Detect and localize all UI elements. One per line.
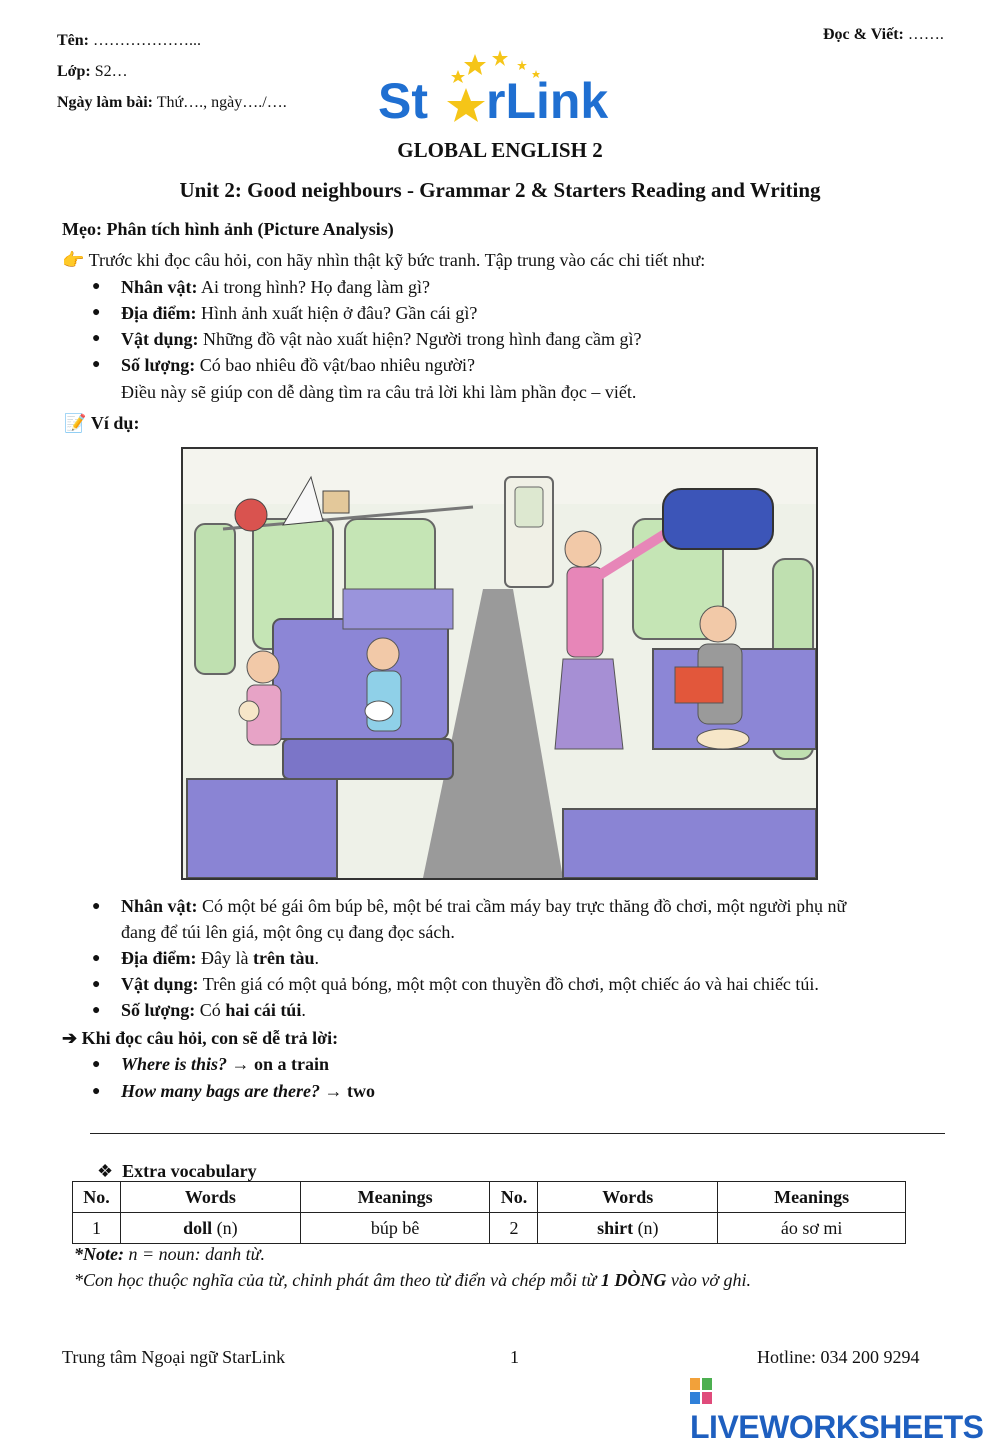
bullet: ● bbox=[92, 357, 101, 372]
page-number: 1 bbox=[510, 1347, 519, 1367]
table-header-row bbox=[73, 1182, 906, 1213]
col-header: Meanings bbox=[300, 1182, 490, 1213]
divider bbox=[90, 1133, 945, 1134]
star-icon bbox=[451, 70, 465, 83]
qa-item: Where is this? → on a train bbox=[121, 1054, 330, 1074]
hotline: Hotline: 034 200 9294 bbox=[757, 1347, 920, 1367]
star-icon bbox=[464, 54, 486, 75]
tip-note: Điều này sẽ giúp con dễ dàng tìm ra câu trả lời khi làm phần đọc – viết. bbox=[121, 382, 637, 402]
cell-no: 2 bbox=[490, 1213, 538, 1244]
pointing-hand-icon: 👉 bbox=[62, 250, 85, 270]
bullet: ● bbox=[92, 951, 101, 966]
col-header: Words bbox=[538, 1182, 718, 1213]
cell-meaning: búp bê bbox=[300, 1213, 490, 1244]
col-header: No. bbox=[73, 1182, 121, 1213]
tip-intro: 👉 Trước khi đọc câu hỏi, con hãy nhìn thật kỹ bức tranh. Tập trung vào các chi tiết như: bbox=[62, 250, 706, 270]
train-illustration bbox=[181, 447, 818, 880]
class-field: Lớp: S2… bbox=[57, 63, 128, 80]
analysis-item: Vật dụng: Trên giá có một quả bóng, một một con thuyền đồ chơi, một chiếc áo và hai chiếc túi. bbox=[121, 974, 819, 994]
conclusion: ➔ Khi đọc câu hỏi, con sẽ dễ trả lời: bbox=[62, 1028, 339, 1048]
analysis-item: Số lượng: Có hai cái túi. bbox=[121, 1000, 306, 1020]
vocab-table bbox=[72, 1181, 906, 1244]
col-header: Words bbox=[120, 1182, 300, 1213]
tip-item: Nhân vật: Ai trong hình? Họ đang làm gì? bbox=[121, 277, 430, 297]
bullet: ● bbox=[92, 331, 101, 346]
unit-title: Unit 2: Good neighbours - Grammar 2 & Starters Reading and Writing bbox=[179, 178, 821, 202]
logo-text-a: St bbox=[378, 73, 428, 128]
tip-item: Địa điểm: Hình ảnh xuất hiện ở đâu? Gần cái gì? bbox=[121, 303, 478, 323]
liveworksheets-logo-icon bbox=[690, 1378, 712, 1404]
skill-field: Đọc & Viết: ……. bbox=[823, 26, 944, 43]
bullet: ● bbox=[92, 899, 101, 914]
cell-word: doll (n) bbox=[120, 1213, 300, 1244]
vocab-heading: ❖ Extra vocabulary bbox=[97, 1161, 257, 1181]
diamond-bullet-icon: ❖ bbox=[97, 1161, 114, 1181]
logo-text-b: rLink bbox=[486, 73, 609, 128]
col-header: Meanings bbox=[718, 1182, 906, 1213]
analysis-item: Địa điểm: Đây là trên tàu. bbox=[121, 948, 319, 968]
name-field: Tên: ………………... bbox=[57, 32, 201, 49]
analysis-item-cont: đang để túi lên giá, một ông cụ đang đọc sách. bbox=[121, 922, 455, 942]
bullet: ● bbox=[92, 1003, 101, 1018]
footer-center-name: Trung tâm Ngoại ngữ StarLink bbox=[62, 1347, 286, 1367]
cell-meaning: áo sơ mi bbox=[718, 1213, 906, 1244]
tip-heading: Mẹo: Phân tích hình ảnh (Picture Analysis) bbox=[62, 219, 394, 239]
cell-no: 1 bbox=[73, 1213, 121, 1244]
example-label: 📝 Ví dụ: bbox=[64, 413, 140, 433]
tip-item: Vật dụng: Những đồ vật nào xuất hiện? Người trong hình đang cầm gì? bbox=[121, 329, 642, 349]
cell-word: shirt (n) bbox=[538, 1213, 718, 1244]
analysis-item: Nhân vật: Có một bé gái ôm búp bê, một bé trai cầm máy bay trực thăng đồ chơi, một người phụ nữ bbox=[121, 896, 847, 916]
bullet: ● bbox=[92, 279, 101, 294]
date-field: Ngày làm bài: Thứ…., ngày…./…. bbox=[57, 94, 287, 111]
bullet: ● bbox=[92, 1084, 101, 1099]
memo-icon: 📝 bbox=[64, 413, 87, 433]
logo-star-icon bbox=[447, 88, 485, 122]
bullet: ● bbox=[92, 977, 101, 992]
starlink-logo bbox=[376, 48, 626, 128]
col-header: No. bbox=[490, 1182, 538, 1213]
liveworksheets-watermark: LIVEWORKSHEETS bbox=[690, 1372, 1000, 1446]
bullet: ● bbox=[92, 1057, 101, 1072]
vocab-instruction: *Con học thuộc nghĩa của từ, chỉnh phát âm theo từ điển và chép mỗi từ 1 DÒNG vào vở ghi. bbox=[74, 1270, 751, 1290]
table-row bbox=[73, 1213, 906, 1244]
course-title: GLOBAL ENGLISH 2 bbox=[397, 138, 603, 162]
star-icon bbox=[517, 60, 527, 70]
qa-item: How many bags are there? → two bbox=[121, 1081, 376, 1101]
star-icon bbox=[492, 50, 508, 66]
tip-item: Số lượng: Có bao nhiêu đồ vật/bao nhiêu người? bbox=[121, 355, 476, 375]
bullet: ● bbox=[92, 305, 101, 320]
vocab-note: *Note: n = noun: danh từ. bbox=[74, 1244, 265, 1264]
